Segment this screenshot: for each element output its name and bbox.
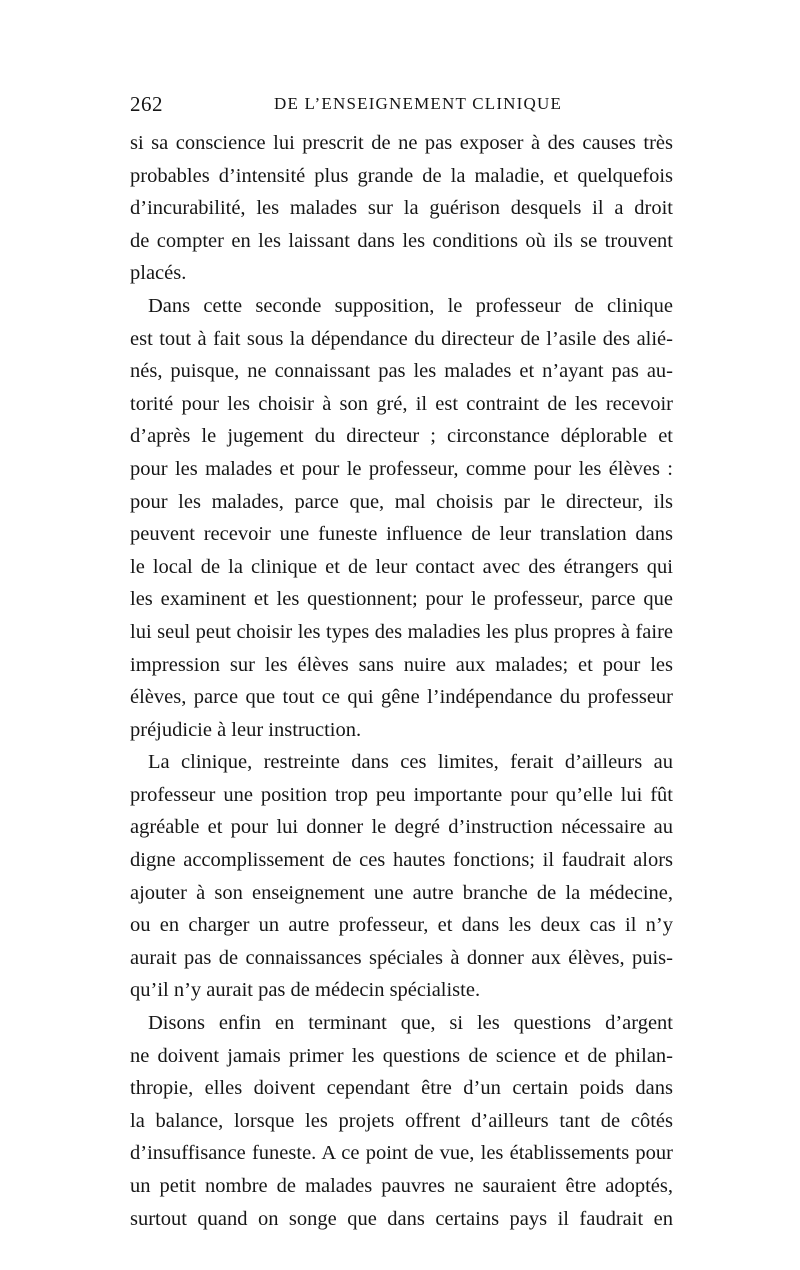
running-head bbox=[130, 92, 673, 122]
text-line: La clinique, restreinte dans ces limites, ferait d’ailleurs au bbox=[148, 751, 673, 774]
text-line: peuvent recevoir une funeste influence de leur translation dans bbox=[130, 523, 673, 546]
text-line: un petit nombre de malades pauvres ne sauraient être adoptés, bbox=[130, 1175, 673, 1197]
text-line: préjudicie à leur instruction. bbox=[130, 718, 362, 741]
text-line: torité pour les choisir à son gré, il est contraint de les recevoir bbox=[130, 392, 673, 415]
text-line: Dans cette seconde supposition, le professeur de clinique bbox=[148, 294, 673, 317]
text-line: thropie, elles doivent cependant être d’un certain poids dans bbox=[130, 1077, 673, 1100]
text-line: pour les malades et pour le professeur, comme pour les élèves : bbox=[130, 457, 673, 480]
text-line: surtout quand on songe que dans certains pays il faudrait en bbox=[130, 1207, 673, 1230]
text-line: ne doivent jamais primer les questions de science et de philan- bbox=[130, 1044, 673, 1067]
text-line: d’incurabilité, les malades sur la guérison desquels il a droit bbox=[130, 197, 673, 220]
running-title: DE L’ENSEIGNEMENT CLINIQUE bbox=[274, 94, 563, 113]
page-number: 262 bbox=[130, 92, 163, 116]
text-line: digne accomplissement de ces hautes fonctions; il faudrait alors bbox=[130, 849, 673, 872]
text-line: qu’il n’y aurait pas de médecin spécialiste. bbox=[130, 979, 481, 1002]
text-line: pour les malades, parce que, mal choisis par le directeur, ils bbox=[130, 490, 673, 513]
text-line: nés, puisque, ne connaissant pas les malades et n’ayant pas au- bbox=[130, 360, 673, 383]
text-line: probables d’intensité plus grande de la maladie, et quelquefois bbox=[130, 164, 673, 187]
text-line: de compter en les laissant dans les conditions où ils se trouvent bbox=[130, 229, 673, 252]
text-line: professeur une position trop peu importante pour qu’elle lui fût bbox=[130, 783, 673, 806]
text-line: ou en charger un autre professeur, et dans les deux cas il n’y bbox=[130, 914, 673, 937]
text-line: Disons enfin en terminant que, si les questions d’argent bbox=[148, 1012, 673, 1035]
text-line: lui seul peut choisir les types des maladies les plus propres à faire bbox=[130, 620, 673, 643]
text-line: est tout à fait sous la dépendance du directeur de l’asile des alié- bbox=[130, 327, 673, 350]
text-line: le local de la clinique et de leur contact avec des étrangers qui bbox=[130, 555, 673, 578]
text-line: d’après le jugement du directeur ; circonstance déplorable et bbox=[130, 425, 673, 448]
text-line: si sa conscience lui prescrit de ne pas exposer à des causes très bbox=[130, 132, 673, 154]
text-line: élèves, parce que tout ce qui gêne l’indépendance du professeur bbox=[130, 686, 673, 709]
text-line: agréable et pour lui donner le degré d’instruction nécessaire au bbox=[130, 816, 673, 839]
text-line: d’insuffisance funeste. A ce point de vue, les établissements pour bbox=[130, 1142, 673, 1165]
text-line: la balance, lorsque les projets offrent d’ailleurs tant de côtés bbox=[130, 1109, 673, 1132]
body-text bbox=[130, 127, 673, 1235]
text-line: placés. bbox=[130, 262, 187, 285]
text-line: aurait pas de connaissances spéciales à donner aux élèves, puis- bbox=[130, 946, 673, 969]
text-line: les examinent et les questionnent; pour le professeur, parce que bbox=[130, 588, 673, 611]
text-line: ajouter à son enseignement une autre branche de la médecine, bbox=[130, 881, 673, 904]
text-line: impression sur les élèves sans nuire aux malades; et pour les bbox=[130, 653, 673, 676]
